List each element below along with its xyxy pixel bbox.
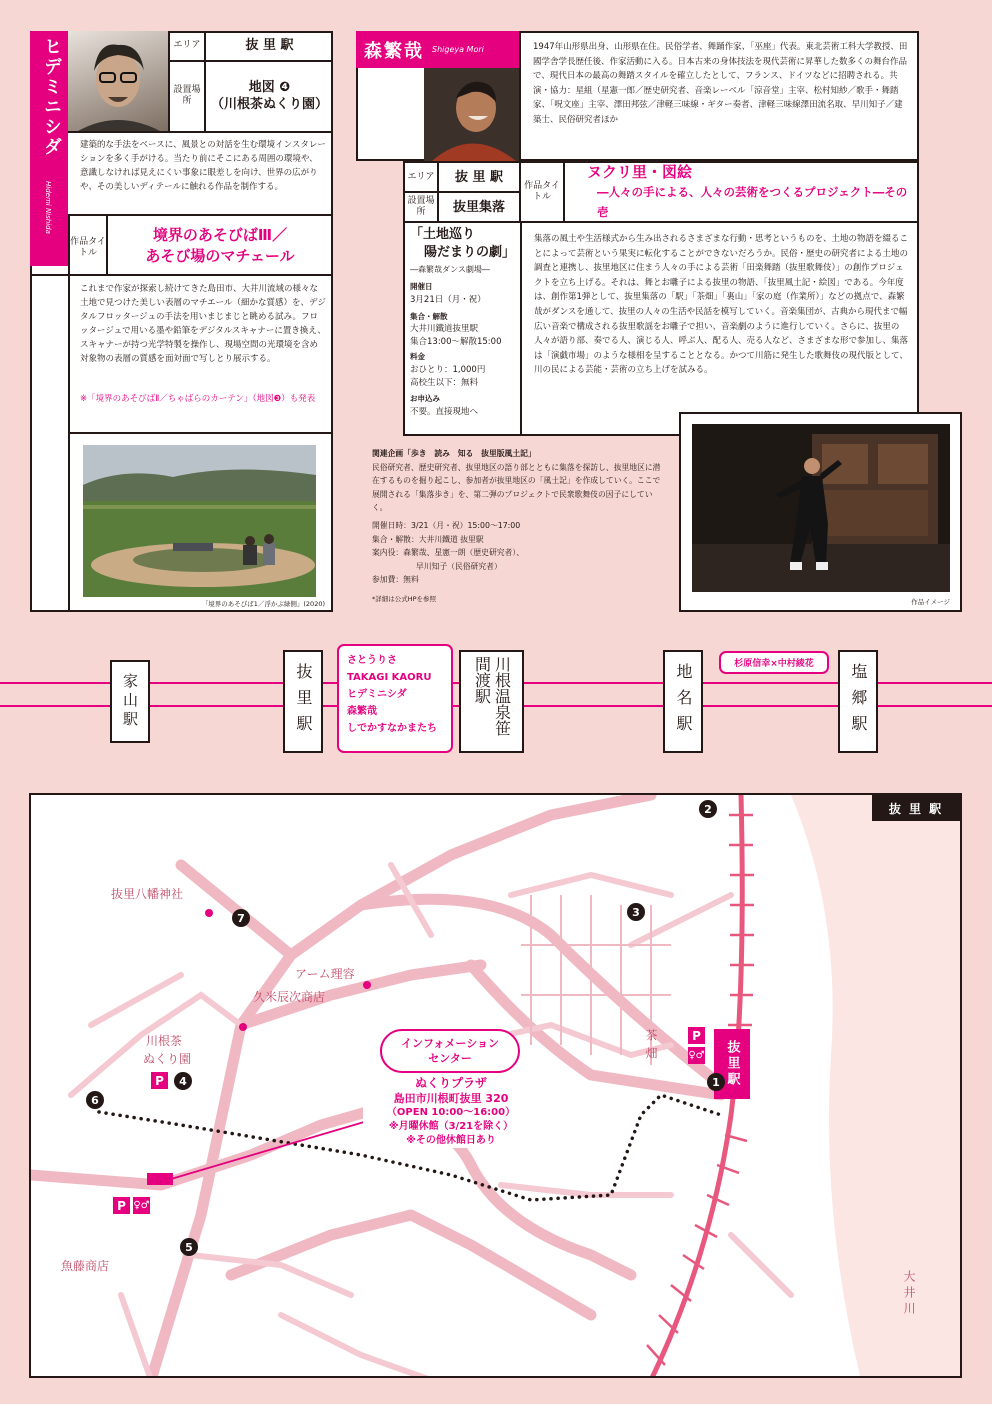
hidemi-place-value-1: 地図 ❹ bbox=[248, 80, 291, 95]
mori-place-label: 設置場所 bbox=[407, 196, 435, 217]
mori-name: 森繁哉 bbox=[364, 40, 424, 62]
map-label-arm: アーム理容 bbox=[295, 967, 355, 981]
station-nukuri-label: 抜里駅 bbox=[294, 662, 313, 741]
hidemi-bio: 建築的な手法をベースに、風景との対話を生む環境インスタレーションを多く手がける。当たり前にそこにある周囲の環境や、意識しなければ見えにくい事象に眼差しを向け、世界の広がりや、その美しいディテールに触れる作品を制作する。 bbox=[80, 140, 326, 192]
divider bbox=[68, 432, 333, 434]
parking-icon: P bbox=[113, 1197, 130, 1214]
station-ieyama-label: 家山駅 bbox=[121, 673, 139, 730]
map-marker-4: 4 bbox=[174, 1072, 192, 1090]
station-nukuri bbox=[283, 650, 323, 753]
map-marker-2: 2 bbox=[699, 800, 717, 818]
map-station-label: 抜里駅 bbox=[724, 1040, 740, 1088]
restroom-icon: ♀♂ bbox=[133, 1197, 150, 1214]
station-kawane-onsen bbox=[459, 650, 524, 753]
mori-name-en: Shigeya Mori bbox=[432, 45, 484, 54]
station-jina bbox=[663, 650, 703, 753]
map-label-kawane-1: 川根茶 bbox=[146, 1034, 183, 1048]
info-other: ※その他休館日あり bbox=[406, 1135, 496, 1146]
divider bbox=[519, 31, 521, 161]
info-center-1: インフォメーション bbox=[400, 1037, 499, 1050]
map-label-chabatake: 茶畑 bbox=[644, 1029, 658, 1065]
mori-work-title-1: ヌクリ里・図絵 bbox=[587, 163, 693, 181]
hidemi-place-label: 設置場所 bbox=[173, 85, 201, 106]
mori-event-fee-1: おひとり：1,000円 bbox=[410, 364, 486, 375]
mori-event-title-1: 「土地巡り bbox=[410, 227, 476, 242]
mori-event-date: 3月21日（月・祝） bbox=[410, 294, 486, 305]
station-kawane-onsen-label: 川根温泉笹間渡駅 bbox=[472, 655, 512, 736]
nukuri-artist-4: 森繁哉 bbox=[347, 706, 377, 717]
nukuri-artists bbox=[337, 644, 453, 753]
mori-related-title: 関連企画「歩き 読み 知る 抜里版風土記」 bbox=[372, 449, 536, 458]
mori-event-meet: 大井川鐵道抜里駅 bbox=[410, 324, 479, 335]
mori-work-photo bbox=[692, 424, 950, 592]
mori-event-date-label: 開催日 bbox=[410, 282, 433, 291]
map-marker-3: 3 bbox=[627, 903, 645, 921]
nukuri-artist-5: しでかすなかまたち bbox=[347, 723, 437, 734]
mori-description: 集落の風土や生活様式から生み出されるさまざまな行動・思考というものを、土地の物語を綴ることによって芸術という果実に転化することができないだろうか。民俗・歴史の研究者による土地の調査と連携し、抜里地区に住まう人々の手による芸術「田楽舞踏（抜里歌舞伎）」の創作プロジェクトを立ち上げる。それは、舞とお囃子による抜里の物語、「抜里風土記・絵図」である。今年度は、創作第1弾として、抜里集落の「駅」「茶畑」「裏山」「家の庭（作業所）」などの拠点で、森繁哉がダンスを通して、抜里の人々の生活や民話を模写していく。音楽集団が、古典から現代まで幅広い音楽で構成される抜里歌謡をお囃子で担い、音楽劇のように進行していく。さらに、抜里の人々が語り部、奏でる人、演じる人、呼ぶ人、配る人、売る人など、さまざまな形で参加し、集落は「演戯市場」のような様相を呈することとなる。かつて川筋に発生した歌舞伎の現代版として、川の民による芸能・芸術の立ち上げを試みる。 bbox=[534, 234, 909, 376]
map-marker-1: 1 bbox=[707, 1073, 725, 1091]
mori-portrait-image bbox=[424, 68, 519, 161]
map-label-shrine: 抜里八幡神社 bbox=[111, 887, 184, 901]
mori-event-details bbox=[410, 281, 520, 419]
mori-related-note: *詳細は公式HPを参照 bbox=[372, 594, 437, 603]
mori-work-title-2: ―人々の手による、人々の芸術をつくるプロジェクト―その壱 bbox=[597, 185, 908, 219]
hidemi-work-photo-image bbox=[83, 445, 316, 597]
mori-work-title bbox=[565, 163, 917, 221]
hidemi-area-label: エリア bbox=[173, 40, 201, 50]
map-title: 抜 里 駅 bbox=[872, 795, 960, 821]
mori-event-meet-label: 集合・解散 bbox=[410, 311, 448, 321]
station-jina-label: 地名駅 bbox=[674, 662, 693, 741]
hidemi-description: これまで作家が探索し続けてきた島田市、大井川流域の様々な土地で見つけた美しい表層のマチエール（細かな質感）を、デジタルフロッタージュの手法を用いまじまじと眺める試み。フロッタージュで用いる墨や鉛筆をデジタルスキャナーに置き換え、スキャナーが持つ光学特製を操作し、現場空間の光環境を含め対象物の表層の質感を面対面で写しとり展示する。 bbox=[80, 284, 326, 364]
map-marker-7: 7 bbox=[232, 909, 250, 927]
hidemi-name-en: Hidemi Nishida bbox=[44, 181, 52, 234]
mori-area-value: 抜 里 駅 bbox=[454, 169, 504, 185]
hidemi-area-value: 抜 里 駅 bbox=[245, 38, 294, 53]
mori-event-apply-label: お申込み bbox=[410, 394, 440, 404]
nukuri-artist-2: TAKAGI KAORU bbox=[347, 672, 432, 683]
mori-work-photo-image bbox=[692, 424, 950, 592]
station-shiogo-label: 塩郷駅 bbox=[849, 662, 868, 741]
map-label-kawane-2: ぬくり園 bbox=[143, 1052, 192, 1066]
parking-icon: P bbox=[688, 1027, 705, 1044]
mori-area-label: エリア bbox=[407, 171, 435, 182]
map-label-river: 大井川 bbox=[902, 1270, 916, 1318]
mori-event-title-2: 陽だまりの劇」 bbox=[424, 245, 516, 260]
mori-portrait bbox=[424, 68, 519, 161]
mori-bio: 1947年山形県出身、山形県在住。民俗学者、舞踊作家、「巫座」代表。東北芸術工科大学教授、田國学舎学長歴任後、作家活動に入る。日本古来の身体技法を現代芸術に昇華した数多くの舞台作品で、現代日本の最高の舞踏スタイルを確立したとして、フランス、ドイツなどに招聘される。共演・協力：星組（星憲一郎／歴史研究者、音楽レーベル「涼音堂」主宰、松村知紗／歌手・舞踏家、「呪文座」主宰、澤田邦弦／津軽三味線・ギター奏者、津軽三味線澤田流名取、早川知子／建築士、民俗研究者ほか bbox=[533, 42, 908, 125]
hidemi-caption: 「境界のあそびば1／浮かぶ緑側」(2020) bbox=[201, 600, 325, 608]
mori-related-guide-2: 早川知子（民俗研究者） bbox=[416, 561, 502, 571]
shiogo-artists: 杉原信幸×中村綾花 bbox=[719, 651, 829, 674]
nukuri-artist-1: さとうりさ bbox=[347, 655, 397, 666]
mori-place-value: 抜里集落 bbox=[452, 199, 505, 215]
mori-related-guide-1: 案内役：森繁哉、星憲一朗（歴史研究者）、 bbox=[372, 548, 525, 558]
info-closed: ※月曜休館（3/21を除く） bbox=[388, 1121, 514, 1132]
hidemi-work-title bbox=[108, 218, 332, 274]
map-label-kume: 久米辰次商店 bbox=[253, 990, 326, 1004]
hidemi-place-value bbox=[206, 62, 333, 130]
mori-event-fee-2: 高校生以下：無料 bbox=[410, 377, 479, 388]
map-marker-5: 5 bbox=[180, 1238, 198, 1256]
map-marker-6: 6 bbox=[86, 1091, 104, 1109]
divider bbox=[519, 161, 521, 223]
mori-event-apply: 不要。直接現地へ bbox=[410, 407, 479, 418]
info-open: （OPEN 10:00～16:00） bbox=[386, 1107, 516, 1118]
hidemi-portrait-image bbox=[68, 31, 169, 131]
map-frame bbox=[29, 793, 962, 1378]
station-ieyama bbox=[110, 660, 150, 743]
hidemi-place-value-2: （川根茶ぬくり園） bbox=[210, 97, 328, 112]
mori-work-label: 作品タイトル bbox=[524, 181, 560, 202]
hidemi-work-photo bbox=[83, 445, 316, 597]
nukuri-artist-3: ヒデミニシダ bbox=[347, 689, 407, 700]
hidemi-work-title-2: あそび場のマチェール bbox=[145, 247, 295, 265]
mori-event-title bbox=[410, 226, 520, 262]
mori-related-date: 開催日時：3/21（月・祝）15:00～17:00 bbox=[372, 520, 521, 530]
mori-related bbox=[372, 447, 667, 607]
mori-event-time: 集合13:00～解散15:00 bbox=[410, 337, 502, 348]
mori-caption: 作品イメージ bbox=[911, 598, 950, 606]
info-center-2: センター bbox=[428, 1052, 472, 1065]
divider bbox=[68, 131, 333, 133]
mori-related-desc: 民俗研究者、歴史研究者、抜里地区の語り部とともに集落を探訪し、抜里地区に潜在するものを掘り起こし、参加者が抜里地区の「風土記」を作成していく。ここで展開される「集落歩き」を、第二弾のプロジェクトで民衆歌舞伎の因子にしていく。 bbox=[372, 462, 661, 513]
divider bbox=[68, 216, 70, 612]
info-center-badge bbox=[380, 1029, 520, 1073]
station-shiogo bbox=[838, 650, 878, 753]
map-label-uofuji: 魚藤商店 bbox=[61, 1259, 110, 1273]
mori-name-band bbox=[356, 31, 519, 68]
info-plaza: ぬくりプラザ bbox=[414, 1076, 487, 1090]
hidemi-work-title-1: 境界のあそびばⅢ／ bbox=[152, 226, 288, 244]
hidemi-note: ※「境界のあそびばⅡ／ちゃばらのカーテン」（地図❸）も発表 bbox=[80, 394, 316, 404]
hidemi-name: ヒデミニシダ bbox=[41, 37, 62, 157]
hidemi-name-band bbox=[30, 31, 68, 266]
hidemi-portrait bbox=[68, 31, 169, 131]
info-center-details bbox=[363, 1075, 539, 1148]
mori-event-fee-label: 料金 bbox=[410, 351, 425, 361]
parking-icon: P bbox=[151, 1072, 168, 1089]
divider bbox=[30, 274, 333, 276]
info-address: 島田市川根町抜里 320 bbox=[393, 1092, 509, 1105]
mori-related-fee: 参加費：無料 bbox=[372, 575, 419, 585]
restroom-icon: ♀♂ bbox=[688, 1047, 705, 1064]
mori-related-meet: 集合・解散：大井川鐵道 抜里駅 bbox=[372, 534, 484, 544]
hidemi-work-label: 作品タイトル bbox=[70, 237, 106, 258]
mori-event-sub: ―森繁哉ダンス劇場― bbox=[410, 265, 490, 274]
